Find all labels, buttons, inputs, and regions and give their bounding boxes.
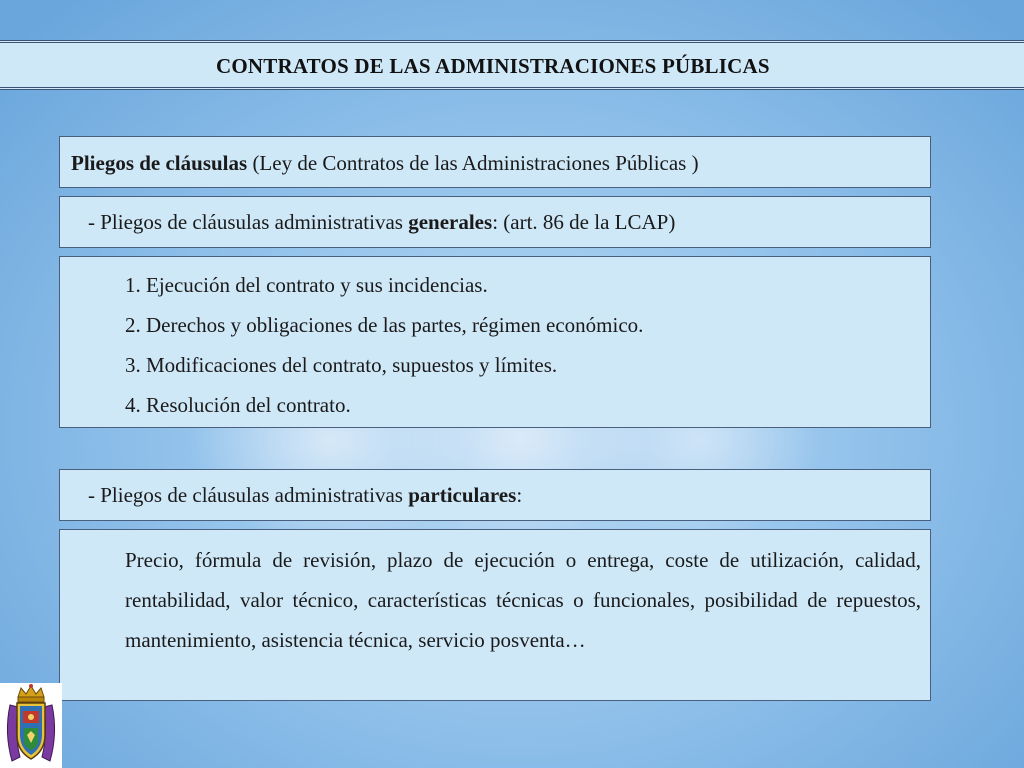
particulares-text [88, 483, 522, 508]
pliegos-heading-box [59, 136, 931, 188]
title-bar [0, 40, 1024, 90]
particulares-prefix: - Pliegos de cláusulas administrativas [88, 483, 409, 507]
particulares-bold: particulares [408, 483, 517, 507]
list-item: 4. Resolución del contrato. [125, 393, 351, 417]
particulares-paragraph: Precio, fórmula de revisión, plazo de ejecución o entrega, coste de utilización, calidad, rentabilidad, valor técnico, características técnicas o funcionales, posibilidad de repuestos, mantenimiento, asistencia técnica, servicio posventa… [125, 548, 921, 652]
particulares-suffix: : [516, 483, 523, 507]
list-item: 1. Ejecución del contrato y sus incidencias. [125, 273, 488, 297]
pliegos-heading-rest: (Ley de Contratos de las Administraciones Públicas ) [247, 151, 699, 175]
generales-text [88, 210, 675, 235]
generales-list-box [59, 256, 931, 428]
pliegos-heading-bold: Pliegos de cláusulas [71, 151, 248, 175]
page-title: CONTRATOS DE LAS ADMINISTRACIONES PÚBLICAS [216, 54, 770, 78]
list-item: 2. Derechos y obligaciones de las partes, régimen económico. [125, 313, 644, 337]
pliegos-heading-text [71, 151, 699, 176]
generales-prefix: - Pliegos de cláusulas administrativas [88, 210, 409, 234]
coat-of-arms-icon [0, 683, 62, 768]
particulares-paragraph-box [59, 529, 931, 701]
list-item: 3. Modificaciones del contrato, supuestos y límites. [125, 353, 558, 377]
generales-list [125, 271, 643, 431]
generales-bold: generales [408, 210, 493, 234]
generales-box [59, 196, 931, 248]
generales-suffix: : (art. 86 de la LCAP) [492, 210, 676, 234]
particulares-box [59, 469, 931, 521]
